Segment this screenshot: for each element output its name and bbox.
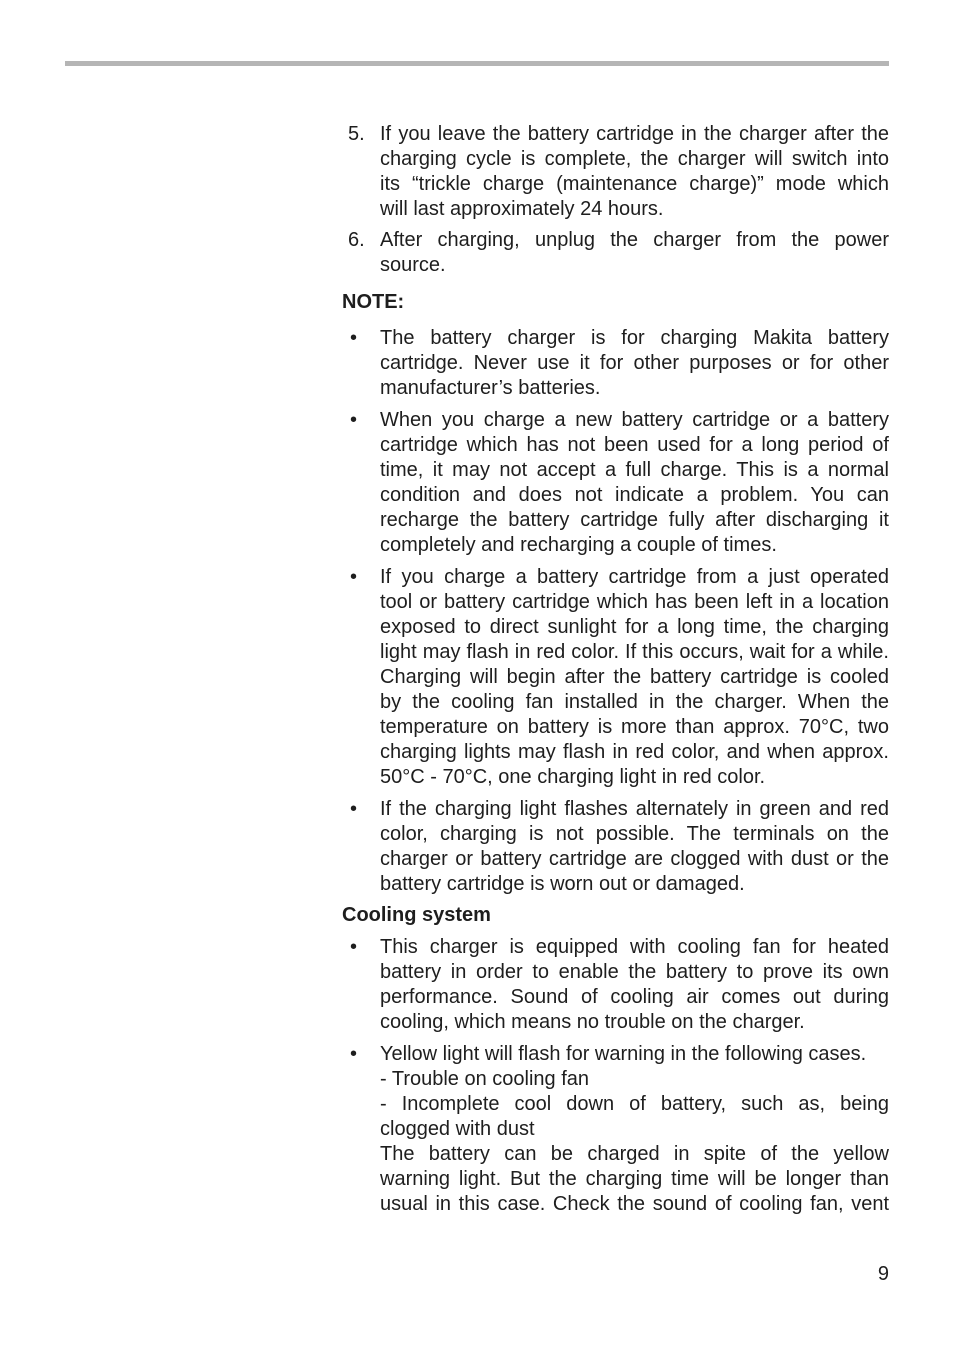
- text-line: light may flash in red color. If this occurs, wait for a while.: [380, 641, 889, 663]
- text-line: manufacturer’s batteries.: [380, 377, 601, 399]
- text-line: usual in this case. Check the sound of cooling fan, vent: [380, 1193, 889, 1215]
- text-line: condition and does not indicate a problem. You can: [380, 484, 889, 506]
- text-line: exposed to direct sunlight for a long time, the charging: [380, 616, 889, 638]
- cooling-system-heading: Cooling system: [342, 904, 491, 926]
- text-line: If the charging light flashes alternately in green and red: [380, 798, 889, 820]
- text-line: charging cycle is complete, the charger will switch into: [380, 148, 889, 170]
- list-item: [342, 408, 889, 558]
- text-line: charging lights may flash in red color, and when approx.: [380, 741, 889, 763]
- cooling-system-list: [342, 935, 889, 1217]
- text-line: The battery charger is for charging Makita battery: [380, 327, 889, 349]
- text-line: cartridge which has not been used for a long period of: [380, 434, 889, 456]
- text-line: Yellow light will flash for warning in the following cases.: [380, 1043, 867, 1065]
- text-line: clogged with dust: [380, 1118, 535, 1140]
- text-line: - Incomplete cool down of battery, such as, being: [380, 1093, 889, 1115]
- text-line: by the cooling fan installed in the charger. When the: [380, 691, 889, 713]
- bullet-marker: •: [350, 936, 358, 958]
- text-line: source.: [380, 254, 446, 276]
- text-line: its “trickle charge (maintenance charge)” mode which: [380, 173, 889, 195]
- list-item: [342, 228, 889, 278]
- text-line: charger or battery cartridge are clogged with dust or the: [380, 848, 889, 870]
- list-item: [342, 1042, 889, 1217]
- text-line: warning light. But the charging time will be longer than: [380, 1168, 889, 1190]
- note-heading: NOTE:: [342, 291, 405, 313]
- text-column: [342, 122, 889, 1217]
- text-line: will last approximately 24 hours.: [380, 198, 664, 220]
- item-number: 6.: [348, 229, 365, 251]
- note-section: [342, 290, 889, 897]
- text-line: tool or battery cartridge which has been left in a location: [380, 591, 889, 613]
- text-line: 50°C - 70°C, one charging light in red color.: [380, 766, 766, 788]
- numbered-list: [342, 122, 889, 278]
- text-line: time, it may not accept a full charge. This is a normal: [380, 459, 889, 481]
- text-line: recharge the battery cartridge fully after discharging it: [380, 509, 889, 531]
- text-line: This charger is equipped with cooling fan for heated: [380, 936, 889, 958]
- note-list: [342, 326, 889, 897]
- text-line: completely and recharging a couple of times.: [380, 534, 777, 556]
- bullet-marker: •: [350, 409, 358, 431]
- text-line: If you charge a battery cartridge from a just operated: [380, 566, 889, 588]
- text-line: performance. Sound of cooling air comes out during: [380, 986, 889, 1008]
- list-item: [342, 565, 889, 790]
- text-line: The battery can be charged in spite of the yellow: [380, 1143, 889, 1165]
- text-line: After charging, unplug the charger from the power: [380, 229, 889, 251]
- text-line: battery cartridge is worn out or damaged.: [380, 873, 745, 895]
- list-item: [342, 326, 889, 401]
- list-item: [342, 935, 889, 1035]
- item-number: 5.: [348, 123, 365, 145]
- text-line: When you charge a new battery cartridge or a battery: [380, 409, 889, 431]
- cooling-system-section: [342, 903, 889, 1217]
- text-line: If you leave the battery cartridge in the charger after the: [380, 123, 889, 145]
- text-line: cooling, which means no trouble on the charger.: [380, 1011, 805, 1033]
- bullet-marker: •: [350, 1043, 358, 1065]
- bullet-marker: •: [350, 798, 358, 820]
- list-item: [342, 122, 889, 222]
- text-line: - Trouble on cooling fan: [380, 1068, 590, 1090]
- page-number: 9: [877, 1263, 889, 1285]
- text-line: cartridge. Never use it for other purposes or for other: [380, 352, 889, 374]
- text-line: battery in order to enable the battery to prove its own: [380, 961, 889, 983]
- top-rule: [65, 61, 889, 66]
- text-line: temperature on battery is more than approx. 70°C, two: [380, 716, 889, 738]
- text-line: color, charging is not possible. The terminals on the: [380, 823, 889, 845]
- text-line: Charging will begin after the battery cartridge is cooled: [380, 666, 889, 688]
- bullet-marker: •: [350, 566, 358, 588]
- bullet-marker: •: [350, 327, 358, 349]
- list-item: [342, 797, 889, 897]
